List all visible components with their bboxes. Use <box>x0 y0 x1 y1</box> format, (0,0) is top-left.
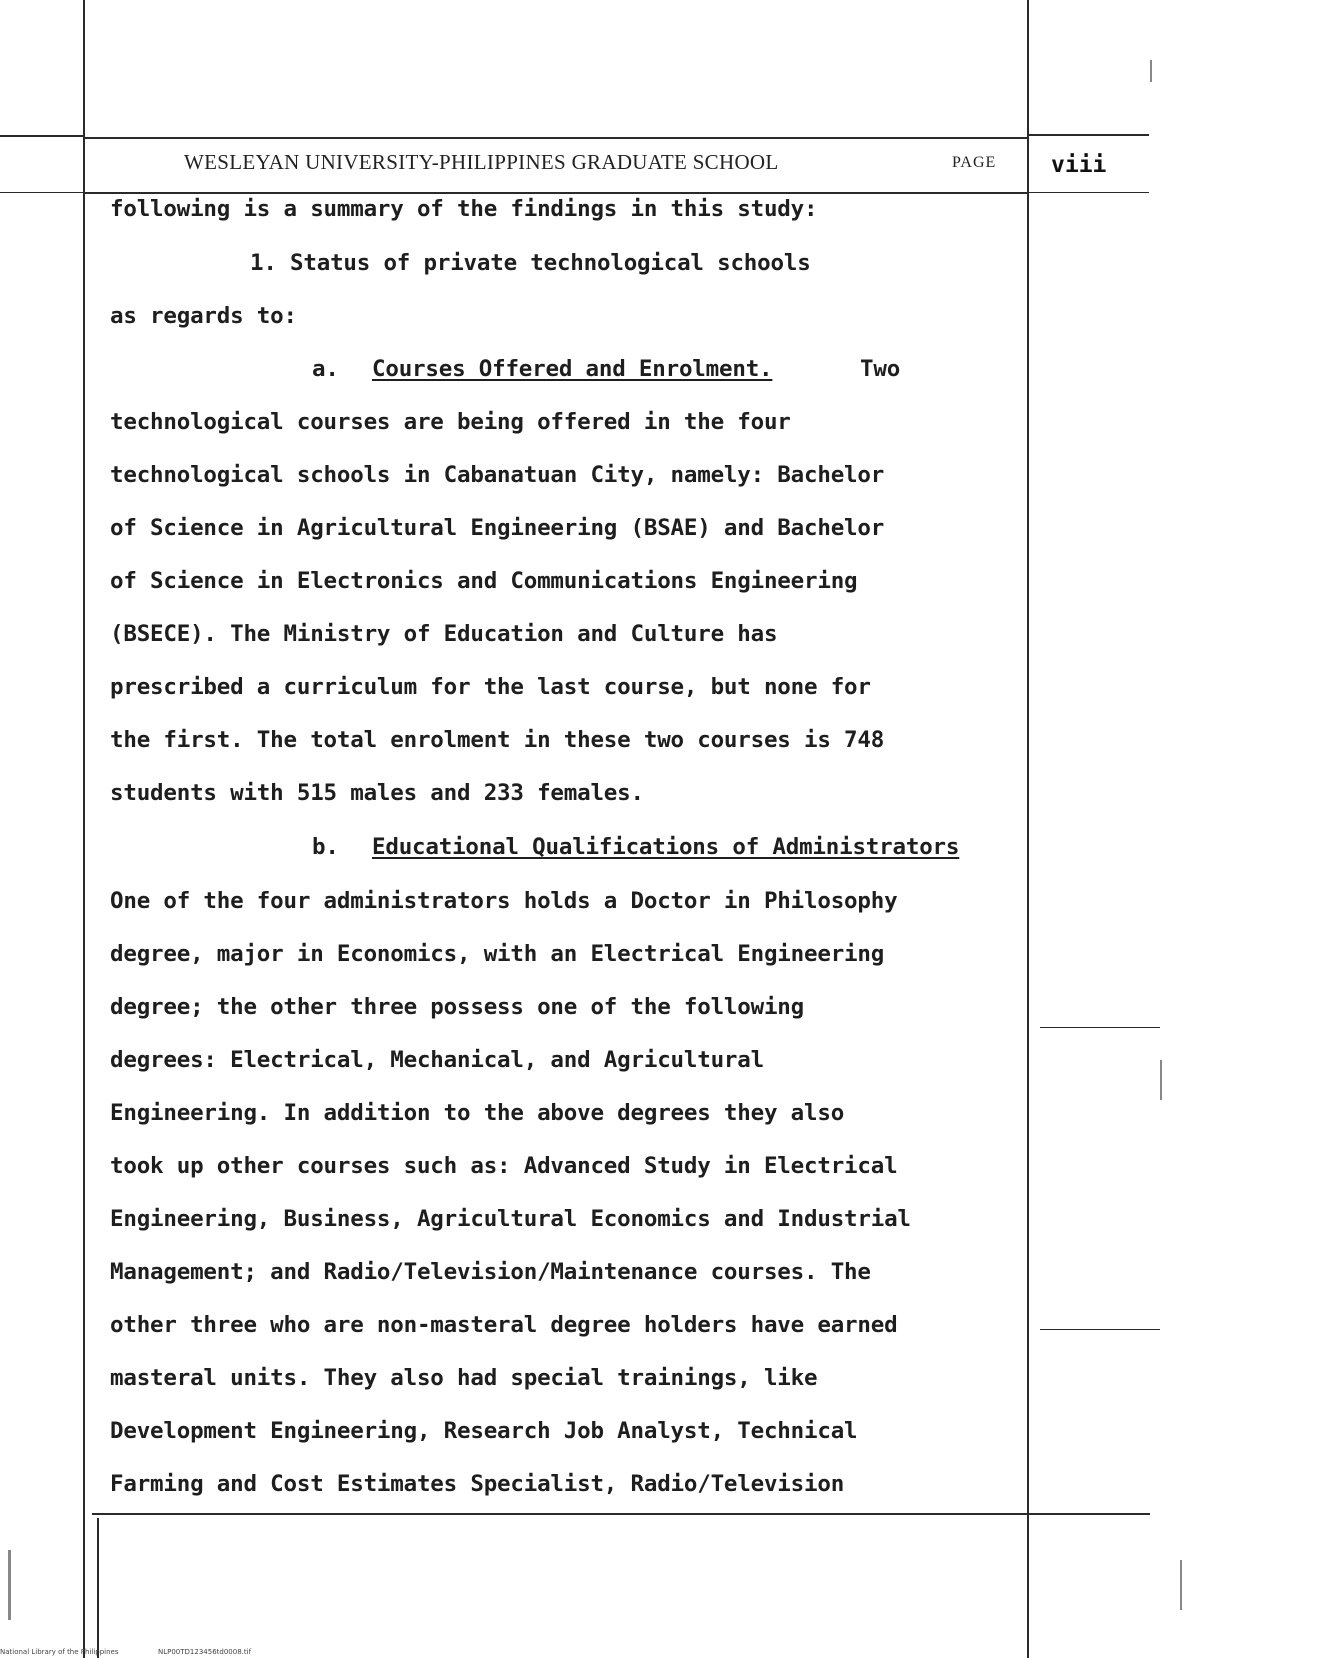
left-tab-rule <box>0 192 83 193</box>
right-margin-rule <box>1027 0 1029 1658</box>
section-heading-qualifications: Educational Qualifications of Administrators <box>372 834 960 860</box>
header-top-rule <box>83 137 1029 139</box>
text-line: of Science in Electronics and Communications Engineering <box>110 568 858 594</box>
file-caption: NLP00TD123456td0008.tif <box>158 1648 252 1656</box>
text-line: Farming and Cost Estimates Specialist, Radio/Television <box>110 1471 845 1497</box>
scan-speck <box>8 1550 11 1620</box>
text-line: Engineering. In addition to the above degrees they also <box>110 1100 845 1126</box>
text-line: as regards to: <box>110 303 297 329</box>
page-label: PAGE <box>952 154 997 171</box>
footer-rule <box>92 1513 1150 1515</box>
section-heading-courses: Courses Offered and Enrolment. <box>372 356 773 382</box>
text-line: degrees: Electrical, Mechanical, and Agricultural <box>110 1047 764 1073</box>
school-header: WESLEYAN UNIVERSITY-PHILIPPINES GRADUATE SCHOOL <box>184 150 779 174</box>
footer-inner-rule <box>97 1518 99 1658</box>
text-line: took up other courses such as: Advanced Study in Electrical <box>110 1153 898 1179</box>
text-line: technological schools in Cabanatuan City, namely: Bachelor <box>110 462 885 488</box>
page-number: viii <box>1051 152 1107 178</box>
text-line: the first. The total enrolment in these two courses is 748 <box>110 727 885 753</box>
text-line: degree, major in Economics, with an Electrical Engineering <box>110 941 885 967</box>
text-line: of Science in Agricultural Engineering (BSAE) and Bachelor <box>110 515 885 541</box>
library-caption: National Library of the Philippines <box>0 1648 119 1656</box>
text-line: prescribed a curriculum for the last course, but none for <box>110 674 871 700</box>
text-line: Management; and Radio/Television/Maintenance courses. The <box>110 1259 871 1285</box>
text-line: Development Engineering, Research Job Analyst, Technical <box>110 1418 858 1444</box>
sub-item-a-marker: a. <box>312 356 339 382</box>
right-tab-rule-3 <box>1040 1329 1160 1330</box>
header-bottom-rule <box>83 192 1029 194</box>
right-tab-rule <box>1029 192 1149 193</box>
scan-speck <box>1150 60 1152 82</box>
scan-speck <box>1180 1560 1182 1610</box>
right-tab-rule-2 <box>1040 1027 1160 1028</box>
text-line: Engineering, Business, Agricultural Economics and Industrial <box>110 1206 911 1232</box>
text-line: Two <box>860 356 901 382</box>
text-line: technological courses are being offered in the four <box>110 409 791 435</box>
text-line: (BSECE). The Ministry of Education and Culture has <box>110 621 778 647</box>
text-line: masteral units. They also had special trainings, like <box>110 1365 818 1391</box>
text-line: One of the four administrators holds a Doctor in Philosophy <box>110 888 898 914</box>
text-line: degree; the other three possess one of the following <box>110 994 804 1020</box>
left-margin-rule <box>83 0 85 1658</box>
sub-item-b-marker: b. <box>312 834 339 860</box>
text-line: following is a summary of the findings in this study: <box>110 196 818 222</box>
text-line: students with 515 males and 233 females. <box>110 780 644 806</box>
top-left-rule <box>0 135 83 137</box>
list-item-number: 1. Status of private technological schools <box>250 250 811 276</box>
scan-speck <box>1160 1060 1162 1100</box>
top-right-rule <box>1029 134 1149 136</box>
text-line: other three who are non-masteral degree holders have earned <box>110 1312 898 1338</box>
